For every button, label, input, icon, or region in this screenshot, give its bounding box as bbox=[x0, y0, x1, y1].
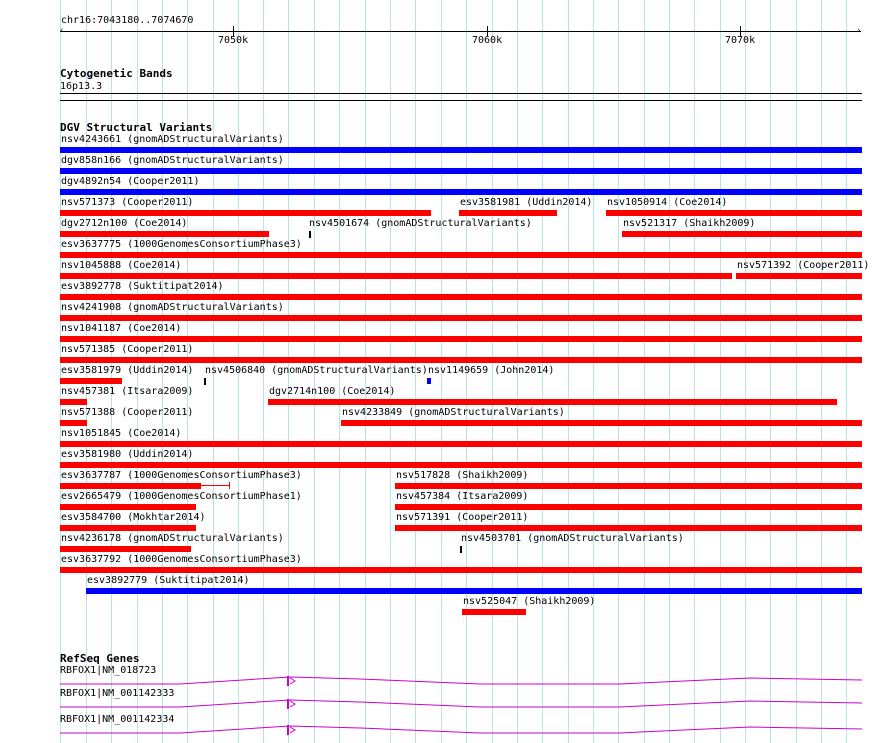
variant-bar[interactable] bbox=[60, 462, 862, 468]
strand-arrow-icon bbox=[290, 678, 295, 684]
gene-exon bbox=[287, 725, 289, 735]
variant-bar[interactable] bbox=[60, 315, 862, 321]
gene-model[interactable] bbox=[60, 724, 862, 738]
grid-line bbox=[770, 0, 771, 743]
variant-label[interactable]: esv3637792 (1000GenomesConsortiumPhase3) bbox=[61, 554, 302, 565]
variant-bar[interactable] bbox=[60, 147, 862, 153]
variant-label[interactable]: nsv517828 (Shaikh2009) bbox=[396, 470, 529, 481]
variant-label[interactable]: nsv571385 (Cooper2011) bbox=[61, 344, 194, 355]
grid-line bbox=[745, 0, 746, 743]
grid-line bbox=[593, 0, 594, 743]
variant-label[interactable]: nsv1149659 (John2014) bbox=[428, 365, 555, 376]
variant-bar[interactable] bbox=[395, 504, 862, 510]
variant-bar[interactable] bbox=[462, 609, 526, 615]
variant-label[interactable]: nsv525047 (Shaikh2009) bbox=[463, 596, 596, 607]
cytoband-track-title[interactable]: Cytogenetic Bands bbox=[60, 67, 173, 80]
grid-line bbox=[618, 0, 619, 743]
variant-label[interactable]: esv3892779 (Suktitipat2014) bbox=[87, 575, 250, 586]
variant-bar[interactable] bbox=[60, 441, 862, 447]
gene-intron-line bbox=[60, 700, 862, 707]
variant-label[interactable]: dgv4892n54 (Cooper2011) bbox=[61, 176, 200, 187]
variant-label[interactable]: nsv1050914 (Coe2014) bbox=[607, 197, 728, 208]
refseq-track-title[interactable]: RefSeq Genes bbox=[60, 652, 140, 665]
gene-label[interactable]: RBFOX1|NM_001142333 bbox=[60, 688, 175, 699]
variant-bar[interactable] bbox=[268, 399, 837, 405]
variant-bar[interactable] bbox=[60, 231, 269, 237]
variant-bar[interactable] bbox=[60, 336, 862, 342]
variant-label[interactable]: esv3637787 (1000GenomesConsortiumPhase3) bbox=[61, 470, 302, 481]
variant-label[interactable]: esv3584700 (Mokhtar2014) bbox=[61, 512, 206, 523]
variant-label[interactable]: nsv521317 (Shaikh2009) bbox=[623, 218, 756, 229]
variant-bar[interactable] bbox=[736, 273, 862, 279]
variant-bar[interactable] bbox=[60, 399, 87, 405]
gene-label[interactable]: RBFOX1|NM_001142334 bbox=[60, 714, 175, 725]
variant-bar[interactable] bbox=[60, 525, 196, 531]
position-label: chr16:7043180..7074670 bbox=[61, 15, 194, 26]
grid-line bbox=[821, 0, 822, 743]
grid-line bbox=[796, 0, 797, 743]
variant-label[interactable]: nsv4241908 (gnomADStructuralVariants) bbox=[61, 302, 284, 313]
gene-intron-line bbox=[60, 677, 862, 684]
gene-intron-line bbox=[60, 726, 862, 733]
gene-exon bbox=[287, 699, 289, 709]
variant-label[interactable]: nsv571373 (Cooper2011) bbox=[61, 197, 194, 208]
variant-bar[interactable] bbox=[460, 546, 462, 553]
variant-label[interactable]: esv3581981 (Uddin2014) bbox=[460, 197, 593, 208]
cytoband-bar[interactable] bbox=[60, 93, 862, 94]
variant-bar[interactable] bbox=[395, 525, 862, 531]
ruler-left-arrow-icon[interactable]: ‹ bbox=[59, 26, 65, 36]
variant-bar[interactable] bbox=[60, 504, 196, 510]
ruler-label: 7050k bbox=[218, 35, 249, 46]
variant-label[interactable]: nsv571388 (Cooper2011) bbox=[61, 407, 194, 418]
variant-label[interactable]: esv3892778 (Suktitipat2014) bbox=[61, 281, 224, 292]
variant-label[interactable]: nsv457384 (Itsara2009) bbox=[396, 491, 529, 502]
variant-bar[interactable] bbox=[622, 231, 862, 237]
grid-line bbox=[644, 0, 645, 743]
variant-bar[interactable] bbox=[60, 378, 122, 384]
variant-label[interactable]: nsv457381 (Itsara2009) bbox=[61, 386, 194, 397]
grid-line bbox=[846, 0, 847, 743]
ruler-label: 7070k bbox=[725, 35, 756, 46]
variant-label[interactable]: nsv1045888 (Coe2014) bbox=[61, 260, 182, 271]
variant-label[interactable]: dgv858n166 (gnomADStructuralVariants) bbox=[61, 155, 284, 166]
variant-label[interactable]: nsv1041187 (Coe2014) bbox=[61, 323, 182, 334]
variant-bar[interactable] bbox=[427, 378, 431, 384]
variant-bar[interactable] bbox=[395, 483, 862, 489]
variant-bar[interactable] bbox=[60, 357, 862, 363]
variant-label[interactable]: nsv4233849 (gnomADStructuralVariants) bbox=[342, 407, 565, 418]
variant-label[interactable]: nsv571391 (Cooper2011) bbox=[396, 512, 529, 523]
variant-bar[interactable] bbox=[204, 378, 206, 385]
variant-bar[interactable] bbox=[60, 168, 862, 174]
variant-bar[interactable] bbox=[341, 420, 862, 426]
variant-label[interactable]: nsv571392 (Cooper2011) bbox=[737, 260, 870, 271]
variant-extension-end bbox=[229, 482, 230, 489]
variant-bar[interactable] bbox=[86, 588, 862, 594]
variant-label[interactable]: nsv4236178 (gnomADStructuralVariants) bbox=[61, 533, 284, 544]
variant-label[interactable]: dgv2714n100 (Coe2014) bbox=[269, 386, 396, 397]
gene-model[interactable] bbox=[60, 698, 862, 712]
variant-label[interactable]: nsv4501674 (gnomADStructuralVariants) bbox=[309, 218, 532, 229]
variant-label[interactable]: nsv4503701 (gnomADStructuralVariants) bbox=[461, 533, 684, 544]
gene-label[interactable]: RBFOX1|NM_018723 bbox=[60, 665, 157, 676]
ruler-label: 7060k bbox=[472, 35, 503, 46]
grid-line bbox=[694, 0, 695, 743]
cytoband-label: 16p13.3 bbox=[60, 81, 103, 92]
variant-bar[interactable] bbox=[60, 273, 732, 279]
variant-bar[interactable] bbox=[309, 231, 311, 238]
variant-bar[interactable] bbox=[459, 210, 557, 216]
variant-extension-line bbox=[201, 485, 230, 486]
variant-label[interactable]: nsv1051845 (Coe2014) bbox=[61, 428, 182, 439]
cytoband-bar-bottom bbox=[60, 100, 862, 101]
variant-bar[interactable] bbox=[60, 420, 87, 426]
variant-bar[interactable] bbox=[60, 210, 431, 216]
variant-label[interactable]: esv3581979 (Uddin2014) bbox=[61, 365, 194, 376]
variant-label[interactable]: esv3581980 (Uddin2014) bbox=[61, 449, 194, 460]
grid-line bbox=[669, 0, 670, 743]
variant-label[interactable]: esv3637775 (1000GenomesConsortiumPhase3) bbox=[61, 239, 302, 250]
variant-label[interactable]: dgv2712n100 (Coe2014) bbox=[61, 218, 188, 229]
variant-bar[interactable] bbox=[60, 483, 201, 489]
variant-label[interactable]: nsv4243661 (gnomADStructuralVariants) bbox=[61, 134, 284, 145]
variant-bar[interactable] bbox=[60, 567, 862, 573]
strand-arrow-icon bbox=[290, 701, 295, 707]
variant-bar[interactable] bbox=[606, 210, 862, 216]
grid-line bbox=[568, 0, 569, 743]
gene-model[interactable] bbox=[60, 675, 862, 689]
variant-bar[interactable] bbox=[60, 294, 862, 300]
ruler-right-arrow-icon[interactable]: › bbox=[856, 26, 862, 36]
variant-bar[interactable] bbox=[60, 252, 862, 258]
strand-arrow-icon bbox=[290, 727, 295, 733]
variant-label[interactable]: nsv4506840 (gnomADStructuralVariants) bbox=[205, 365, 428, 376]
grid-line bbox=[720, 0, 721, 743]
variant-bar[interactable] bbox=[60, 189, 862, 195]
dgv-track-title[interactable]: DGV Structural Variants bbox=[60, 121, 213, 134]
variant-label[interactable]: esv2665479 (1000GenomesConsortiumPhase1) bbox=[61, 491, 302, 502]
variant-bar[interactable] bbox=[60, 546, 191, 552]
gene-exon bbox=[287, 676, 289, 686]
